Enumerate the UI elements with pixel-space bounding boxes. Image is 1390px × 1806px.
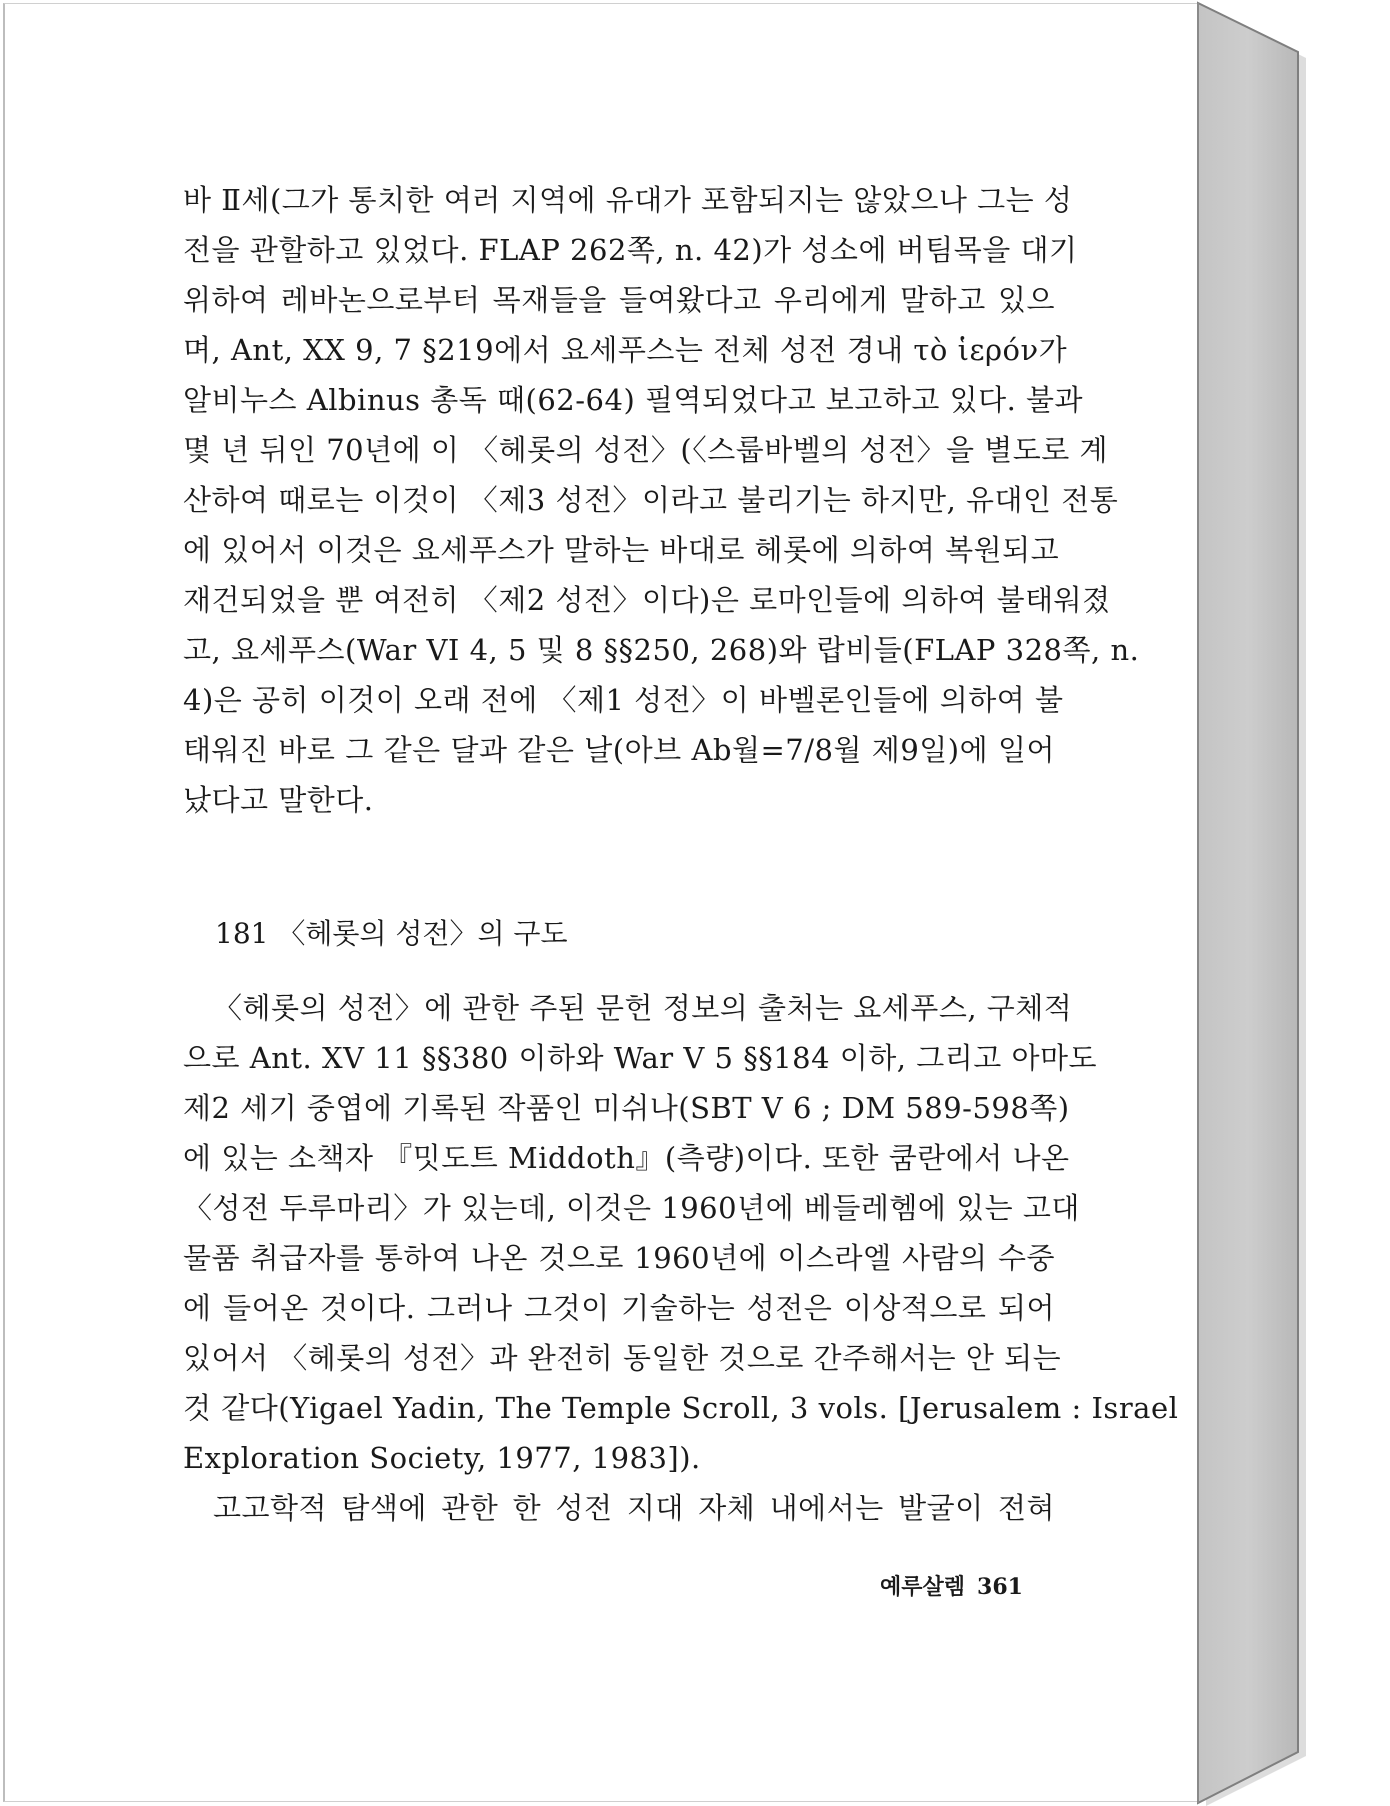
text-line: 태워진 바로 그 같은 달과 같은 날(아브 Ab월=7/8월 제9일)에 일어 — [183, 733, 1055, 767]
text-line: 4)은 공히 이것이 오래 전에 〈제1 성전〉이 바벨론인들에 의하여 불 — [183, 683, 1064, 717]
paragraph-3 — [183, 1483, 1055, 1533]
text-line: 며, Ant, XX 9, 7 §219에서 요세푸스는 전체 성전 경내 τὸ ἱερόν가 — [183, 333, 1068, 367]
text-line: 바 Ⅱ세(그가 통치한 여러 지역에 유대가 포함되지는 않았으나 그는 성 — [183, 183, 1073, 217]
spine-shadow — [1206, 8, 1306, 1806]
running-footer — [880, 1570, 1030, 1601]
text-line: 고, 요세푸스(War VI 4, 5 및 8 §§250, 268)와 랍비들(FLAP 328쪽, n. — [183, 633, 1140, 667]
text-line: Exploration Society, 1977, 1983]). — [183, 1441, 701, 1475]
text-line: 재건되었을 뿐 여전히 〈제2 성전〉이다)은 로마인들에 의하여 불태워졌 — [183, 583, 1111, 617]
page-number: 361 — [977, 1574, 1023, 1600]
footer-title: 예루살렘 — [880, 1575, 966, 1600]
text-line: 〈헤롯의 성전〉에 관한 주된 문헌 정보의 출처는 요세푸스, 구체적 — [213, 991, 1073, 1025]
text-line: 것 같다(Yigael Yadin, The Temple Scroll, 3 vols. [Jerusalem : Israel — [183, 1391, 1179, 1425]
text-line: 에 들어온 것이다. 그러나 그것이 기술하는 성전은 이상적으로 되어 — [183, 1291, 1055, 1325]
page-body — [183, 175, 1179, 1533]
text-line: 고고학적 탐색에 관한 한 성전 지대 자체 내에서는 발굴이 전혀 — [213, 1491, 1055, 1525]
section-heading: 181 〈헤롯의 성전〉의 구도 — [215, 917, 568, 950]
text-line: 알비누스 Albinus 총독 때(62-64) 필역되었다고 보고하고 있다. 불과 — [183, 383, 1084, 417]
text-line: 전을 관할하고 있었다. FLAP 262쪽, n. 42)가 성소에 버팀목을 대기 — [183, 233, 1078, 267]
text-line: 에 있는 소책자 『밋도트 Middoth』(측량)이다. 또한 쿰란에서 나온 — [183, 1141, 1070, 1175]
text-line: 으로 Ant. XV 11 §§380 이하와 War V 5 §§184 이하, 그리고 아마도 — [183, 1041, 1098, 1075]
paragraph-2 — [183, 983, 1179, 1483]
text-line: 위하여 레바논으로부터 목재들을 들여왔다고 우리에게 말하고 있으 — [183, 283, 1055, 317]
text-line: 몇 년 뒤인 70년에 이 〈헤롯의 성전〉(〈스룹바벨의 성전〉을 별도로 계 — [183, 433, 1109, 467]
text-line: 났다고 말한다. — [183, 783, 374, 817]
text-line: 물품 취급자를 통하여 나온 것으로 1960년에 이스라엘 사람의 수중 — [183, 1241, 1055, 1275]
paragraph-1 — [183, 175, 1140, 825]
spine-face — [1198, 3, 1298, 1803]
text-line: 〈성전 두루마리〉가 있는데, 이것은 1960년에 베들레헴에 있는 고대 — [183, 1191, 1080, 1225]
text-line: 있어서 〈헤롯의 성전〉과 완전히 동일한 것으로 간주해서는 안 되는 — [183, 1341, 1062, 1375]
text-line: 산하여 때로는 이것이 〈제3 성전〉이라고 불리기는 하지만, 유대인 전통 — [183, 483, 1119, 517]
text-line: 제2 세기 중엽에 기록된 작품인 미쉬나(SBT V 6 ; DM 589-598쪽) — [183, 1091, 1070, 1125]
text-line: 에 있어서 이것은 요세푸스가 말하는 바대로 헤롯에 의하여 복원되고 — [183, 533, 1060, 567]
